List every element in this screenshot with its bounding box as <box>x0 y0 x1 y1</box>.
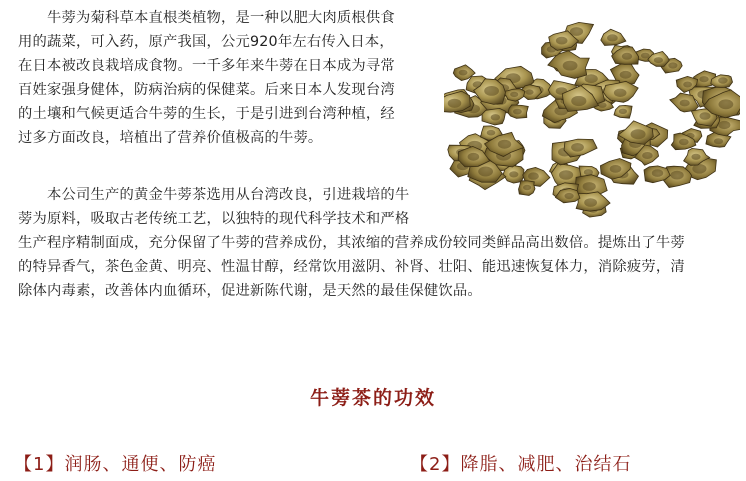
intro-line: 除体内毒素，改善体内血循环，促进新陈代谢，是天然的最佳保健饮品。 <box>18 283 482 299</box>
section-title: 牛蒡茶的功效 <box>309 387 436 409</box>
intro-line: 的土壤和气候更适合牛蒡的生长，于是引进到台湾种植，经 <box>18 106 395 122</box>
benefit-item-1: 【1】润肠、通便、防癌 <box>14 454 217 475</box>
intro-line: 的特异香气，茶色金黄、明亮、性温甘醇，经常饮用滋阴、补肾、壮阳、能迅速恢复体力，消除疲劳，清 <box>18 259 685 275</box>
intro-line: 牛蒡为菊科草本直根类植物，是一种以肥大肉质根供食 <box>18 10 395 26</box>
intro-line: 百姓家强身健体，防病治病的保健菜。后来日本人发现台湾 <box>18 82 395 98</box>
intro-line: 过多方面改良，培植出了营养价值极高的牛蒡。 <box>18 130 323 146</box>
tea-chip <box>508 105 528 119</box>
intro-line: 蒡为原料，吸取古老传统工艺，以独特的现代科学技术和严格 <box>18 211 410 227</box>
intro-paragraph-1 <box>18 6 395 150</box>
tea-chip <box>614 105 632 118</box>
benefit-item-2: 【2】降脂、减肥、治结石 <box>410 454 632 475</box>
tea-chip <box>601 29 626 45</box>
intro-line: 本公司生产的黄金牛蒡茶选用从台湾改良，引进栽培的牛 <box>18 187 410 203</box>
tea-chip <box>482 108 506 125</box>
tea-chip <box>519 181 536 196</box>
intro-line: 在日本被改良栽培成食物。一千多年来牛蒡在日本成为寻常 <box>18 58 395 74</box>
burdock-tea-chips-photo <box>444 10 740 228</box>
intro-line: 生产程序精制面成，充分保留了牛蒡的营养成份，其浓缩的营养成份较同类鲜品高出数倍。提炼出了牛蒡 <box>18 235 685 251</box>
intro-line: 用的蔬菜，可入药，原产我国，公元920年左右传入日本， <box>18 34 394 50</box>
tea-chip <box>564 139 597 157</box>
